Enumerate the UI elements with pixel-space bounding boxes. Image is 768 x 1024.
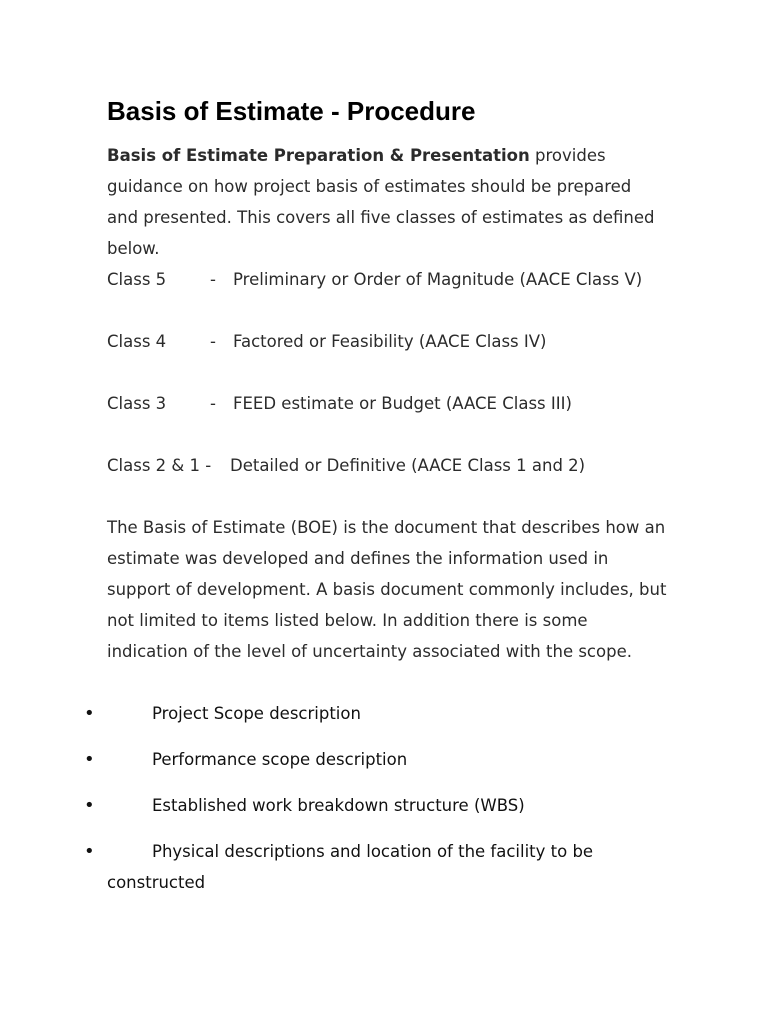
class-name: Class 4	[107, 332, 167, 351]
intro-paragraph	[107, 140, 667, 264]
list-item	[0, 790, 768, 821]
list-item-text: Performance scope description	[152, 750, 408, 769]
class-description: Factored or Feasibility (AACE Class IV)	[233, 332, 547, 351]
class-dash: -	[210, 394, 216, 413]
class-name: Class 3	[107, 394, 167, 413]
bullet-icon: •	[84, 703, 95, 724]
intro-lead-text: Basis of Estimate Preparation & Presentation	[107, 146, 530, 165]
boe-paragraph: The Basis of Estimate (BOE) is the document that describes how an estimate was developed and defines the information used in support of development. A basis document commonly includes, but not limited to items listed below. In addition there is some indication of the level of uncertainty associated with the scope.	[107, 518, 667, 661]
class-description: Preliminary or Order of Magnitude (AACE Class V)	[233, 270, 643, 289]
page-title: Basis of Estimate - Procedure	[107, 96, 476, 126]
list-item-text: Project Scope description	[152, 704, 361, 723]
list-item	[0, 836, 768, 898]
class-description: Detailed or Definitive (AACE Class 1 and 2)	[230, 456, 586, 475]
boe-items-list	[0, 698, 768, 913]
intro-body-text: provides guidance on how project basis of estimates should be prepared and presented. This covers all five classes of estimates as defined below.	[107, 146, 655, 258]
class-dash: -	[210, 332, 216, 351]
class-description: FEED estimate or Budget (AACE Class III)	[233, 394, 572, 413]
list-item	[0, 744, 768, 775]
bullet-icon: •	[84, 841, 95, 862]
class-dash: -	[210, 270, 216, 289]
class-name: Class 5	[107, 270, 167, 289]
list-item	[0, 698, 768, 729]
list-item-text: Physical descriptions and location of the facility to be constructed	[107, 842, 594, 892]
list-item-text: Established work breakdown structure (WBS)	[152, 796, 525, 815]
class-name: Class 2 & 1 -	[107, 456, 212, 475]
bullet-icon: •	[84, 795, 95, 816]
bullet-icon: •	[84, 749, 95, 770]
